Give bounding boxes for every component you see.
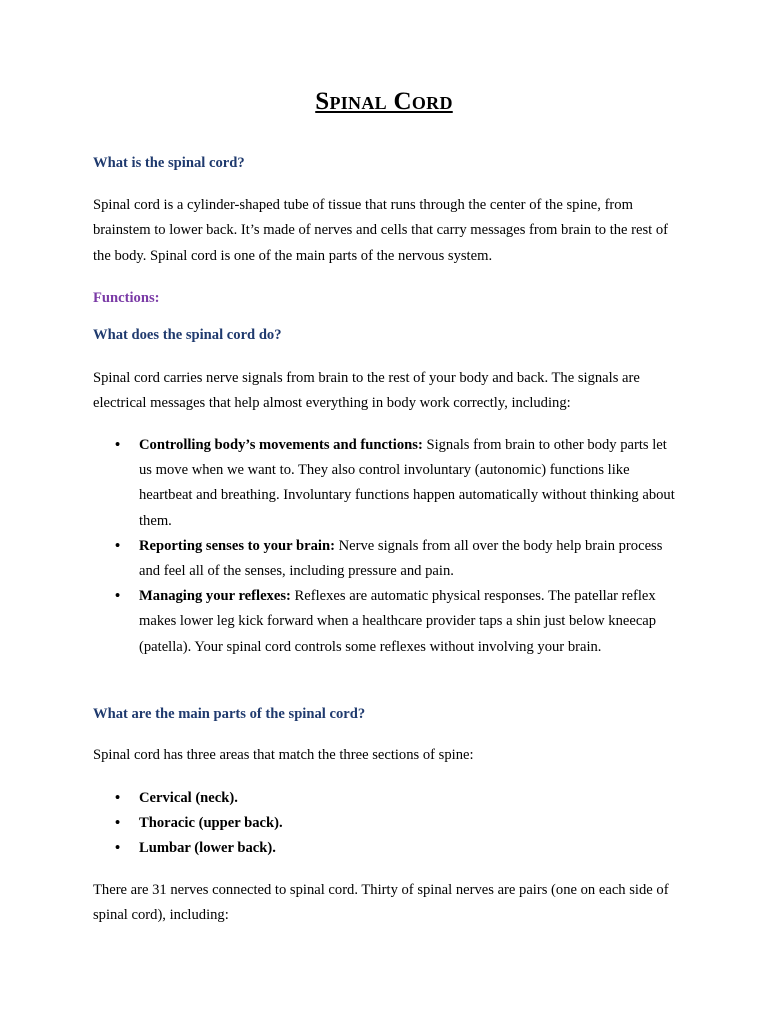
paragraph-nerves: There are 31 nerves connected to spinal cord. Thirty of spinal nerves are pairs (one on each side of spinal cord), including: [93, 882, 669, 924]
bullet-icon: • [115, 840, 121, 857]
paragraph-functions: Spinal cord carries nerve signals from brain to the rest of your body and back. The signals are electrical messages that help almost everything in body work correctly, including: [93, 370, 640, 412]
list-item-lead: Thoracic (upper back). [139, 815, 283, 832]
heading-main-parts: What are the main parts of the spinal cord? [93, 706, 366, 722]
list-item-lead: Lumbar (lower back). [139, 840, 276, 857]
list-item-lead: Reporting senses to your brain: [139, 537, 335, 554]
bullet-icon: • [115, 588, 121, 605]
heading-what-does: What does the spinal cord do? [93, 327, 282, 343]
list-item-lead: Managing your reflexes: [139, 588, 291, 605]
list-item [93, 786, 683, 811]
list-item-lead: Cervical (neck). [139, 790, 238, 806]
paragraph-parts: Spinal cord has three areas that match the three sections of spine: [93, 747, 474, 763]
list-item [93, 836, 683, 861]
heading-functions: Functions: [93, 290, 160, 306]
list-item [93, 811, 683, 836]
list-item [93, 584, 683, 660]
bullet-icon: • [115, 815, 121, 832]
list-item [93, 433, 683, 534]
bullet-icon: • [115, 790, 121, 806]
list-item-text: Reflexes are automatic physical responses. The patellar reflex makes lower leg kick forward when a healthcare provider taps a shin just below kneecap (patella). Your spinal cord controls some reflexes without involving your brain. [139, 588, 657, 655]
list-item-text: Signals from brain to other body parts let us move when we want to. They also control involuntary (autonomic) functions like heartbeat and breathing. Involuntary functions happen automatically without thinking about them. [139, 437, 675, 529]
bullet-icon: • [115, 437, 121, 453]
heading-what-is: What is the spinal cord? [93, 155, 245, 171]
list-item-text: Nerve signals from all over the body help brain process and feel all of the senses, including pressure and pain. [139, 537, 663, 580]
list-item-lead: Controlling body’s movements and functions: [139, 437, 423, 453]
paragraph-what-is: Spinal cord is a cylinder-shaped tube of tissue that runs through the center of the spine, from brainstem to lower back. It’s made of nerves and cells that carry messages from brain to the rest of the body. Spinal cord is one of the main parts of the nervous system. [93, 197, 669, 264]
bullet-icon: • [115, 537, 121, 554]
document-title: Spinal Cord [315, 88, 453, 115]
parts-list [93, 786, 683, 862]
functions-list [93, 433, 683, 660]
list-item [93, 534, 683, 584]
